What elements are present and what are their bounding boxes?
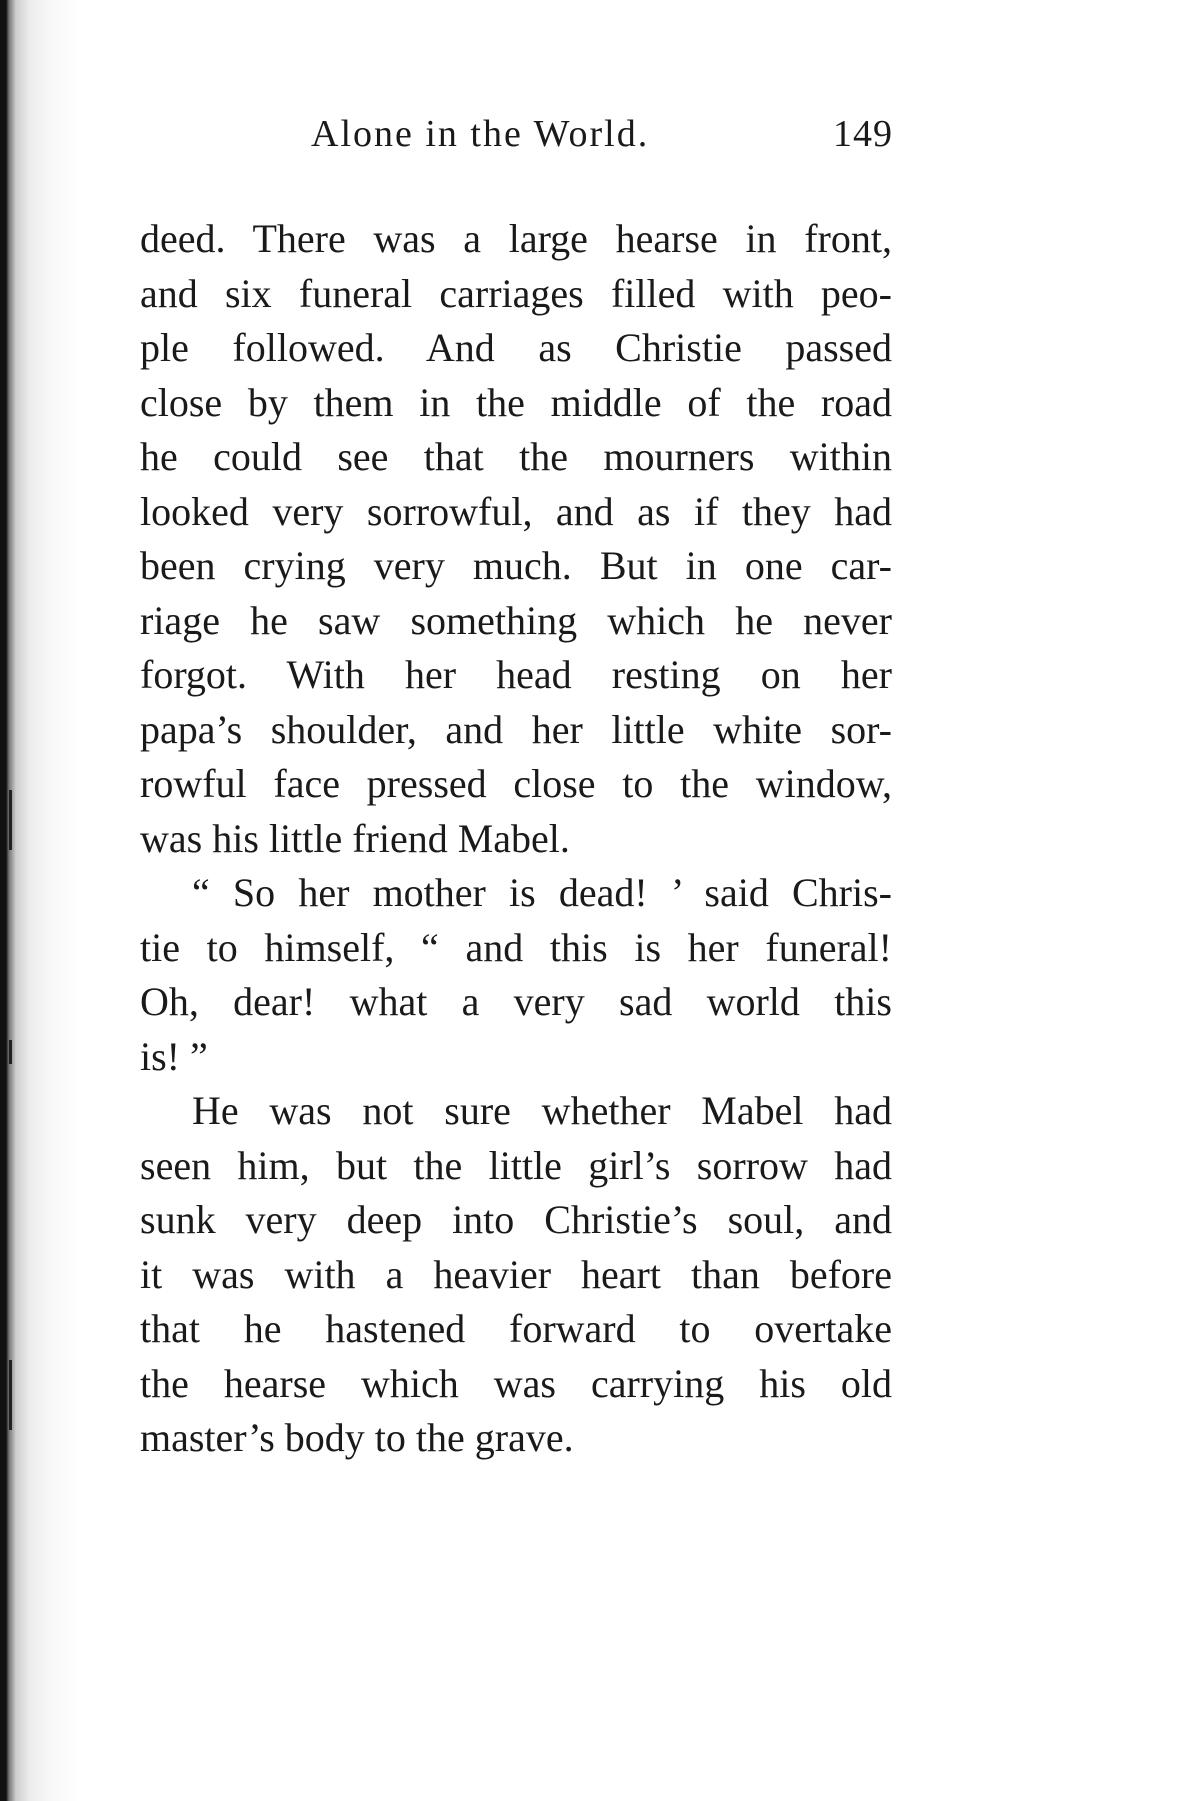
text-line: that he hastened forward to overtake [140,1306,892,1351]
text-line: forgot. With her head resting on her [140,652,892,697]
paragraph [140,866,892,1084]
text-line: and six funeral carriages filled with peo- [140,270,892,316]
text-line: the hearse which was carrying his old [140,1360,892,1406]
text-line: seen him, but the little girl’s sorrow had [140,1142,892,1188]
text-line: rowful face pressed close to the window, [140,761,892,806]
text-line: He was not sure whether Mabel had [192,1088,892,1133]
text-line: is! ” [140,1033,208,1079]
text-line: sunk very deep into Christie’s soul, and [140,1197,892,1242]
page-number: 149 [833,113,893,155]
running-head [300,112,900,162]
text-line: deed. There was a large hearse in front, [140,216,892,261]
text-line: looked very sorrowful, and as if they had [140,488,892,534]
text-line: ple followed. And as Christie passed [140,325,892,370]
text-line: Oh, dear! what a very sad world this [140,979,892,1024]
text-line: close by them in the middle of the road [140,379,892,425]
paragraph [140,212,892,866]
text-line: tie to himself, “ and this is her funeral! [140,924,892,970]
text-line: he could see that the mourners within [140,434,892,479]
text-line: master’s body to the grave. [140,1415,574,1460]
paragraph [140,1084,892,1466]
text-line: been crying very much. But in one car- [140,543,892,588]
text-line: papa’s shoulder, and her little white sor- [140,706,892,752]
running-title: Alone in the World. [311,113,650,155]
body-text [140,212,892,1466]
text-line: riage he saw something which he never [140,597,892,643]
text-line: “ So her mother is dead! ’ said Chris- [192,870,892,915]
text-line: was his little friend Mabel. [140,815,570,861]
text-line: it was with a heavier heart than before [140,1251,892,1297]
